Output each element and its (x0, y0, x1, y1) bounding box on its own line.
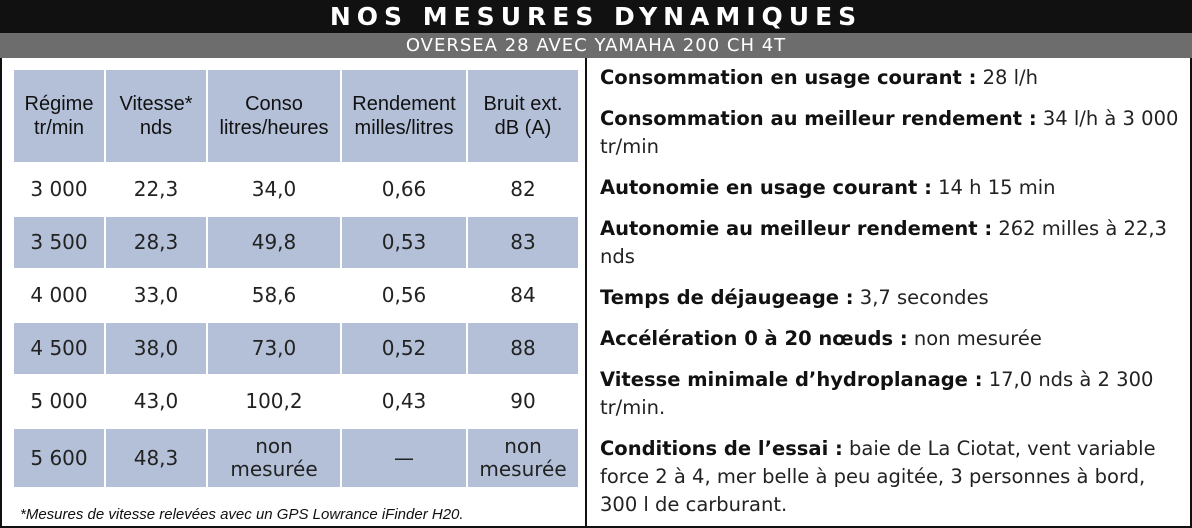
table-cell: 38,0 (105, 322, 207, 375)
spec-value: 34 l/h à 3 000 tr/min (600, 107, 1179, 158)
spec-label: Autonomie au meilleur rendement : (600, 217, 993, 240)
table-cell: non mesurée (467, 428, 579, 488)
table-cell: 5 000 (13, 375, 105, 428)
table-cell: 88 (467, 322, 579, 375)
spec-label: Consommation au meilleur rendement : (600, 107, 1037, 130)
table-row (13, 163, 579, 216)
spec-value: non mesurée (907, 327, 1042, 350)
column-header-regime: Régime tr/min (13, 69, 105, 163)
spec-label: Temps de déjaugeage : (600, 286, 854, 309)
table-cell: 4 000 (13, 269, 105, 322)
column-header-conso: Conso litres/heures (207, 69, 341, 163)
column-header-bruit: Bruit ext. dB (A) (467, 69, 579, 163)
page-title: NOS MESURES DYNAMIQUES (0, 0, 1192, 33)
measures-table-panel (0, 58, 585, 528)
table-cell: 73,0 (207, 322, 341, 375)
table-cell: 0,43 (341, 375, 467, 428)
column-header-rendement: Rendement milles/litres (341, 69, 467, 163)
table-row (13, 322, 579, 375)
table-cell: 3 000 (13, 163, 105, 216)
table-cell: 0,52 (341, 322, 467, 375)
spec-label: Accélération 0 à 20 nœuds : (600, 327, 908, 350)
spec-label: Autonomie en usage courant : (600, 176, 932, 199)
table-row (13, 428, 579, 488)
spec-value: 262 milles à 22,3 nds (600, 217, 1167, 268)
table-cell: 84 (467, 269, 579, 322)
table-cell: 0,66 (341, 163, 467, 216)
spec-label: Consommation en usage courant : (600, 66, 977, 89)
table-cell: 22,3 (105, 163, 207, 216)
column-header-vitesse: Vitesse* nds (105, 69, 207, 163)
table-cell: non mesurée (207, 428, 341, 488)
table-cell: 3 500 (13, 216, 105, 269)
table-cell: 49,8 (207, 216, 341, 269)
spec-dejaugeage (600, 284, 1180, 312)
table-cell: 43,0 (105, 375, 207, 428)
spec-conditions (600, 435, 1180, 519)
spec-value: 28 l/h (976, 66, 1038, 89)
table-cell: 34,0 (207, 163, 341, 216)
table-cell: 90 (467, 375, 579, 428)
table-cell: 82 (467, 163, 579, 216)
table-row (13, 216, 579, 269)
specs-panel (585, 58, 1192, 528)
table-cell: 33,0 (105, 269, 207, 322)
table-cell: 28,3 (105, 216, 207, 269)
table-cell: — (341, 428, 467, 488)
spec-label: Conditions de l’essai : (600, 437, 843, 460)
table-cell: 83 (467, 216, 579, 269)
spec-autonomie-rendement (600, 215, 1180, 271)
footnote: *Mesures de vitesse relevées avec un GPS Lowrance iFinder H20. (20, 506, 464, 523)
spec-value: 17,0 nds à 2 300 tr/min. (600, 368, 1154, 419)
spec-value: 3,7 secondes (853, 286, 989, 309)
spec-autonomie-courant (600, 174, 1180, 202)
spec-consommation-rendement (600, 105, 1180, 161)
spec-hydroplanage (600, 366, 1180, 422)
table-cell: 48,3 (105, 428, 207, 488)
spec-consommation-courant (600, 64, 1180, 92)
table-row (13, 269, 579, 322)
table-header-row (13, 69, 579, 163)
spec-label: Vitesse minimale d’hydroplanage : (600, 368, 983, 391)
spec-acceleration (600, 325, 1180, 353)
table-cell: 4 500 (13, 322, 105, 375)
spec-value: baie de La Ciotat, vent variable force 2 à 4, mer belle à peu agitée, 3 personnes à bord, 300 l de carburant. (600, 437, 1156, 516)
measures-table (12, 68, 580, 489)
table-row (13, 375, 579, 428)
table-cell: 0,53 (341, 216, 467, 269)
table-cell: 100,2 (207, 375, 341, 428)
spec-value: 14 h 15 min (931, 176, 1056, 199)
table-cell: 5 600 (13, 428, 105, 488)
page-subtitle: OVERSEA 28 AVEC YAMAHA 200 CH 4T (0, 33, 1192, 58)
table-cell: 0,56 (341, 269, 467, 322)
table-cell: 58,6 (207, 269, 341, 322)
